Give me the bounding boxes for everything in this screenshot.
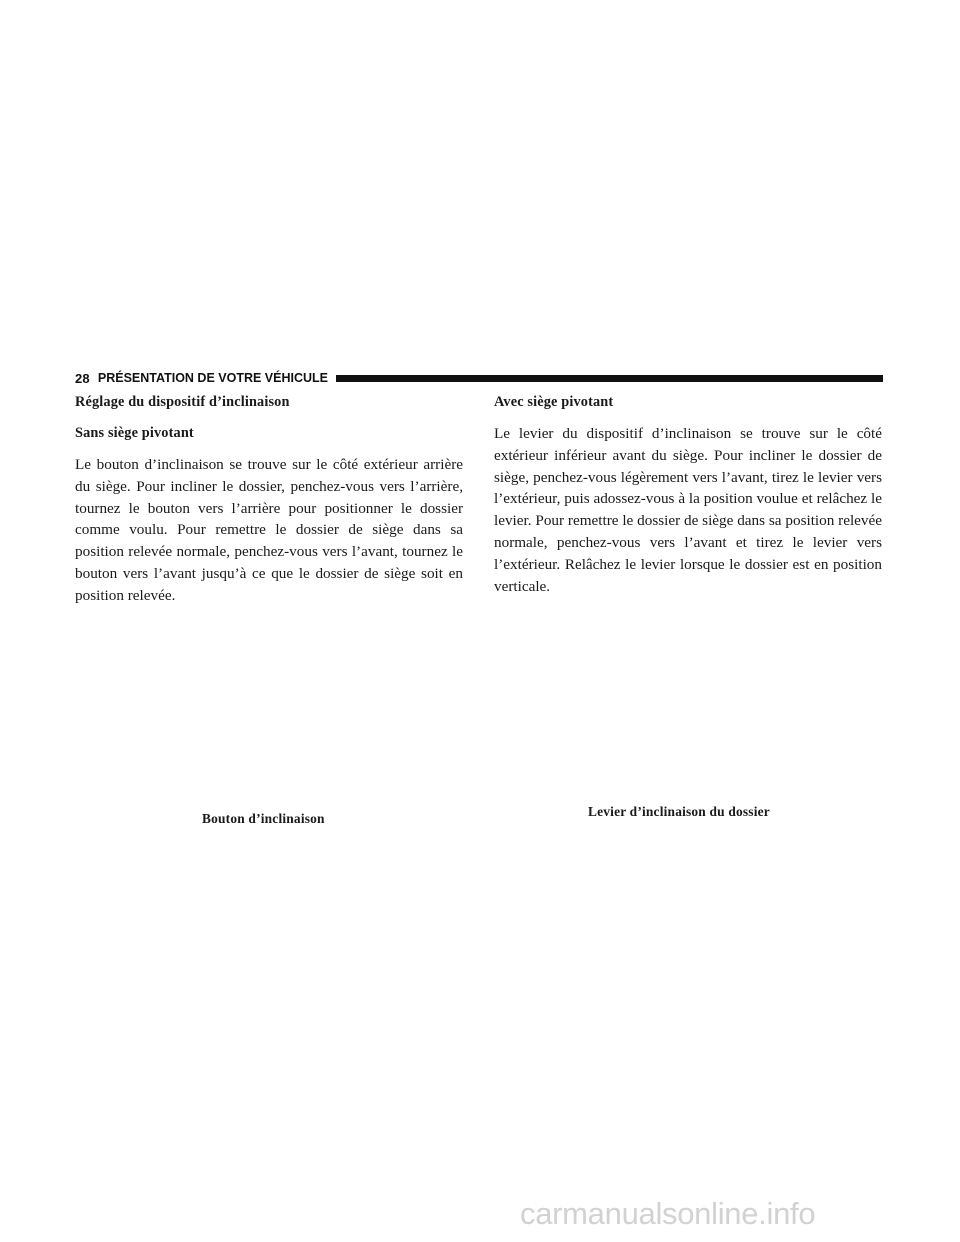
- header-rule: [336, 375, 883, 382]
- subheading-avec-pivot: Avec siège pivotant: [494, 394, 614, 410]
- right-column: [494, 392, 882, 597]
- subheading-sans-pivot: Sans siège pivotant: [75, 425, 194, 441]
- paragraph-sans-pivot: Le bouton d’inclinaison se trouve sur le côté extérieur arrière du siège. Pour incliner le dossier, penchez-vous vers l’arrière, tournez le bouton vers l’arrière pour positionner le dossier comme voulu. Pour remettre le dossier de siège dans sa position relevée normale, penchez-vous vers l’avant, tournez le bouton vers l’avant jusqu’à ce que le dossier de siège soit en position relevée.: [75, 456, 463, 604]
- figure-caption-right: Levier d’inclinaison du dossier: [588, 804, 770, 819]
- page-number: 28: [75, 370, 90, 386]
- watermark-text: carmanualsonline.info: [520, 1196, 816, 1231]
- section-heading: Réglage du dispositif d’inclinaison: [75, 394, 290, 410]
- left-column: [75, 392, 463, 607]
- figure-caption-left: Bouton d’inclinaison: [202, 811, 325, 826]
- section-title: PRÉSENTATION DE VOTRE VÉHICULE: [97, 371, 328, 385]
- page-header: [75, 368, 883, 388]
- paragraph-avec-pivot: Le levier du dispositif d’inclinaison se trouve sur le côté extérieur inférieur avant du siège. Pour incliner le dossier de siège, penchez-vous légèrement vers l’avant, tirez le levier vers l’extérieur, puis adossez-vous à la position voulue et relâchez le levier. Pour remettre le dossier de siège dans sa position relevée normale, penchez-vous vers l’avant et tirez le levier vers l’extérieur. Relâchez le levier lorsque le dossier est en position verticale.: [494, 425, 882, 595]
